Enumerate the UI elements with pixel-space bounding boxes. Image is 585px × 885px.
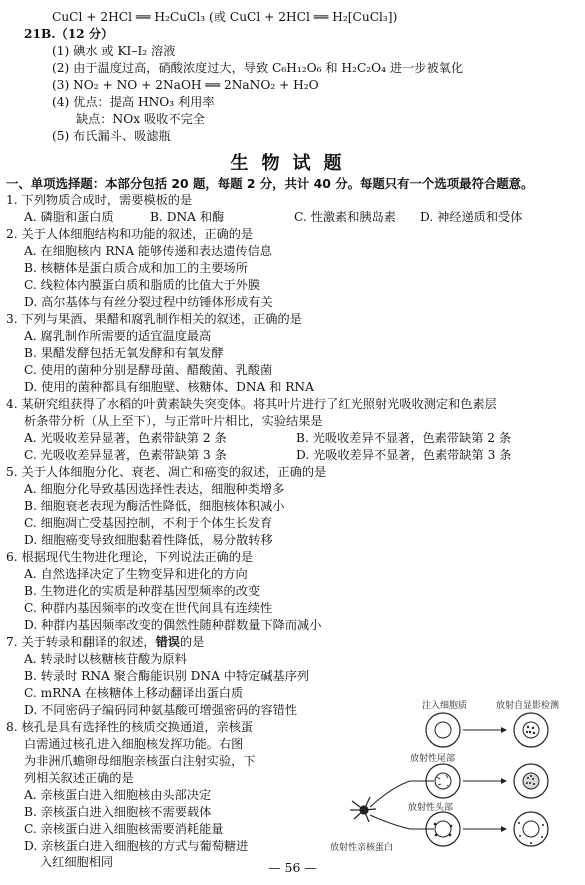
q7-stem-emphasis: 错误 <box>155 635 180 649</box>
nuclear-protein-molecule-icon <box>350 797 376 822</box>
q7-option-a: A. 转录时以核糖核苷酸为原料 <box>24 652 187 666</box>
q4-stem-line1: 4. 某研究组获得了水稻的叶黄素缺失突变体。将其叶片进行了红光照射光吸收测定和色素层 <box>6 397 497 411</box>
q7-option-c: C. mRNA 在核糖体上移动翻译出蛋白质 <box>24 686 244 700</box>
q3-option-b: B. 果醋发酵包括无氧发酵和有氧发酵 <box>24 346 224 360</box>
q1-option-d: D. 神经递质和受体 <box>420 210 523 224</box>
nucleus-icon <box>435 722 451 738</box>
q1-option-a: A. 磷脂和蛋白质 <box>24 210 114 224</box>
figure-head-label: 放射性头部 <box>408 803 454 813</box>
nucleus-icon <box>523 821 539 837</box>
q4-option-a: A. 光吸收差异显著，色素带缺第 2 条 <box>24 431 227 445</box>
q8-option-c: C. 亲核蛋白进入细胞核需要消耗能量 <box>24 822 224 836</box>
q7-stem-post: 的是 <box>179 635 205 649</box>
q5-option-a: A. 细胞分化导致基因选择性表达，细胞种类增多 <box>24 482 285 496</box>
q7-option-d: D. 不同密码子编码同种氨基酸可增强密码的容错性 <box>24 703 298 717</box>
branch-line-icon <box>370 815 410 829</box>
q8-stem-line3: 为非洲爪蟾卵母细胞亲核蛋白注射实验，下 <box>24 754 256 768</box>
q4-option-b: B. 光吸收差异不显著，色素带缺第 2 条 <box>296 431 512 445</box>
chem-answer-1: (1) 碘水 或 KI–I₂ 溶液 <box>52 44 176 58</box>
cell-row-1 <box>426 713 548 747</box>
page-number: — 56 — <box>268 860 317 875</box>
oocyte-cell-icon <box>514 812 548 846</box>
q4-stem-line2: 析条带分析（从上至下），与正常叶片相比，实验结果是 <box>24 414 323 428</box>
q3-stem: 3. 下列与果酒、果醋和腐乳制作相关的叙述，正确的是 <box>6 312 302 326</box>
chem-answer-3: (3) NO₂ + NO + 2NaOH ══ 2NaNO₂ + H₂O <box>52 78 319 92</box>
figure-inject-label: 注入细胞质 <box>422 701 468 711</box>
q5-option-d: D. 细胞癌变导致细胞黏着性降低，易分散转移 <box>24 533 273 547</box>
cell-row-3 <box>370 812 548 846</box>
q8-option-d-line1: D. 亲核蛋白进入细胞核的方式与葡萄糖进 <box>24 839 249 853</box>
chem-answer-2: (2) 由于温度过高，硝酸浓度过大，导致 C₆H₁₂O₆ 和 H₂C₂O₄ 进一步被氧化 <box>52 61 464 75</box>
labeled-nucleus-icon <box>523 722 539 738</box>
q3-option-d: D. 使用的菌种都具有细胞壁、核糖体、DNA 和 RNA <box>24 380 314 394</box>
nuclear-protein-experiment-figure <box>322 697 580 855</box>
page-title: 生物试题 <box>230 153 355 174</box>
q3-option-c: C. 使用的菌种分别是酵母菌、醋酸菌、乳酸菌 <box>24 363 273 377</box>
q2-option-b: B. 核糖体是蛋白质合成和加工的主要场所 <box>24 261 248 275</box>
q1-stem: 1. 下列物质合成时，需要模板的是 <box>6 193 193 207</box>
figure-detect-label: 放射自显影检测 <box>496 701 560 711</box>
q8-stem-line4: 列相关叙述正确的是 <box>24 771 134 785</box>
chem-answer-4-disadvantage: 缺点：NOx 吸收不完全 <box>76 112 205 126</box>
q1-option-b: B. DNA 和酶 <box>150 210 225 224</box>
chem-answer-4: (4) 优点：提高 HNO₃ 利用率 <box>52 95 215 109</box>
tail-fragments-icon <box>437 775 449 787</box>
figure-protein-label: 放射性亲核蛋白 <box>330 843 394 853</box>
q2-stem: 2. 关于人体细胞结构和功能的叙述，正确的是 <box>6 227 254 241</box>
q8-option-d-line2: 入红细胞相同 <box>40 855 114 869</box>
q6-option-c: C. 种群内基因频率的改变在世代间具有连续性 <box>24 601 273 615</box>
q2-option-a: A. 在细胞核内 RNA 能够传递和表达遗传信息 <box>24 244 272 258</box>
q8-stem-line2: 白需通过核孔进入细胞核发挥功能。右图 <box>24 737 244 751</box>
radioactive-dots-icon <box>518 822 544 844</box>
cell-row-2 <box>370 764 548 807</box>
q4-option-c: C. 光吸收差异显著，色素带缺第 3 条 <box>24 448 227 462</box>
q5-option-c: C. 细胞凋亡受基因控制，不利于个体生长发育 <box>24 516 273 530</box>
arrowhead-icon <box>501 826 507 832</box>
q2-option-c: C. 线粒体内膜蛋白质和脂质的比值大于外膜 <box>24 278 261 292</box>
q6-option-d: D. 种群内基因频率改变的偶然性随种群数量下降而减小 <box>24 618 322 632</box>
q5-option-b: B. 细胞衰老表现为酶活性降低，细胞核体积减小 <box>24 499 285 513</box>
q7-stem-pre: 7. 关于转录和翻译的叙述， <box>6 635 156 649</box>
oocyte-cell-icon <box>426 713 460 747</box>
q3-option-a: A. 腐乳制作所需要的适宜温度最高 <box>24 329 212 343</box>
q8-stem-line1: 8. 核孔是具有选择性的核质交换通道，亲核蛋 <box>6 720 254 734</box>
q7-option-b: B. 转录时 RNA 聚合酶能识别 DNA 中特定碱基序列 <box>24 669 310 683</box>
arrowhead-icon <box>501 727 507 733</box>
q4-option-d: D. 光吸收差异不显著，色素带缺第 3 条 <box>296 448 512 462</box>
q8-option-a: A. 亲核蛋白进入细胞核由头部决定 <box>24 788 212 802</box>
q1-option-c: C. 性激素和胰岛素 <box>294 210 396 224</box>
q6-stem: 6. 根据现代生物进化理论，下列说法正确的是 <box>6 550 254 564</box>
q5-stem: 5. 关于人体细胞分化、衰老、凋亡和癌变的叙述，正确的是 <box>6 465 327 479</box>
q2-option-d: D. 高尔基体与有丝分裂过程中纺锤体形成有关 <box>24 295 273 309</box>
q6-option-b: B. 生物进化的实质是种群基因型频率的改变 <box>24 584 261 598</box>
branch-line-icon <box>370 781 410 807</box>
chem-question-21b: 21B.（12 分） <box>24 27 114 41</box>
q8-option-b: B. 亲核蛋白进入细胞核不需要载体 <box>24 805 212 819</box>
section-heading: 一、单项选择题：本部分包括 20 题，每题 2 分，共计 40 分。每题只有一个选项最符合题意。 <box>6 176 534 191</box>
nucleus-icon <box>435 821 451 837</box>
figure-tail-label: 放射性尾部 <box>410 754 456 764</box>
chem-answer-5: (5) 布氏漏斗、吸滤瓶 <box>52 129 171 143</box>
q7-stem <box>6 635 204 650</box>
q6-option-a: A. 自然选择决定了生物变异和进化的方向 <box>24 567 248 581</box>
arrowhead-icon <box>501 778 507 784</box>
chem-equation-line: CuCl + 2HCl ══ H₂CuCl₃ (或 CuCl + 2HCl ══ H₂[CuCl₃]) <box>52 10 398 24</box>
